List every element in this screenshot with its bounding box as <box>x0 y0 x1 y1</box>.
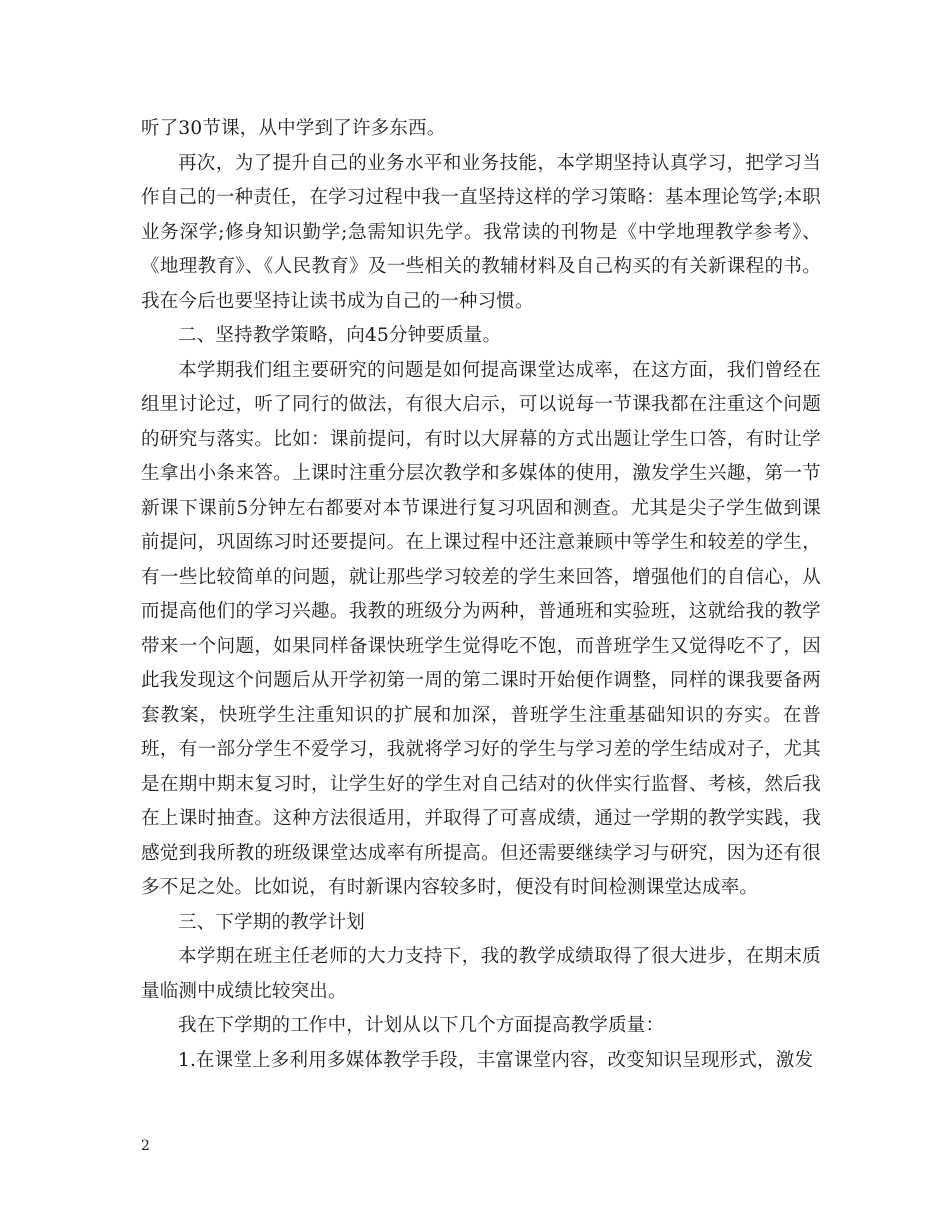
document-body <box>141 112 821 1078</box>
list-item-1: 1.在课堂上多利用多媒体教学手段，丰富课堂内容，改变知识呈现形式，激发 <box>178 1049 814 1071</box>
paragraph-5: 我在下学期的工作中，计划从以下几个方面提高教学质量： <box>178 1015 665 1036</box>
paragraph-2: 再次，为了提升自己的业务水平和业务技能，本学期坚持认真学习，把学习当作自己的一种责任，在学习过程中我一直坚持这样的学习策略：基本理论笃学;本职业务深学;修身知识勤学;急需知识先学。我常读的刊物是《中学地理教学参考》、《地理教育》、《人民教育》及一些相关的教辅材料及自己构买的有关新课程的书。我在今后也要坚持让读书成为自己的一种习惯。 <box>141 152 821 312</box>
section-heading-3: 三、下学期的教学计划 <box>178 911 366 933</box>
paragraph-4: 本学期在班主任老师的大力支持下，我的教学成绩取得了很大进步，在期末质量临测中成绩比较突出。 <box>141 946 821 1002</box>
paragraph-3: 本学期我们组主要研究的问题是如何提高课堂达成率，在这方面，我们曾经在组里讨论过，听了同行的做法，有很大启示，可以说每一节课我都在注重这个问题的研究与落实。比如：课前提问，有时以大屏幕的方式出题让学生口答，有时让学生拿出小条来答。上课时注重分层次教学和多媒体的使用，激发学生兴趣，第一节新课下课前5分钟左右都要对本节课进行复习巩固和测查。尤其是尖子学生做到课前提问，巩固练习时还要提问。在上课过程中还注意兼顾中等学生和较差的学生，有一些比较简单的问题，就让那些学习较差的学生来回答，增强他们的自信心，从而提高他们的学习兴趣。我教的班级分为两种，普通班和实验班，这就给我的教学带来一个问题，如果同样备课快班学生觉得吃不饱，而普班学生又觉得吃不了，因此我发现这个问题后从开学初第一周的第二课时开始便作调整，同样的课我要备两套教案，快班学生注重知识的扩展和加深，普班学生注重基础知识的夯实。在普班，有一部分学生不爱学习，我就将学习好的学生与学习差的学生结成对子，尤其是在期中期末复习时，让学生好的学生对自己结对的伙伴实行监督、考核，然后我在上课时抽查。这种方法很适用，并取得了可喜成绩，通过一学期的教学实践，我感觉到我所教的班级课堂达成率有所提高。但还需要继续学习与研究，因为还有很多不足之处。比如说，有时新课内容较多时，便没有时间检测课堂达成率。 <box>141 359 821 898</box>
paragraph-1: 听了30节课，从中学到了许多东西。 <box>141 118 446 139</box>
section-heading-2: 二、坚持教学策略，向45分钟要质量。 <box>178 325 502 346</box>
page-number: 2 <box>141 1138 150 1154</box>
